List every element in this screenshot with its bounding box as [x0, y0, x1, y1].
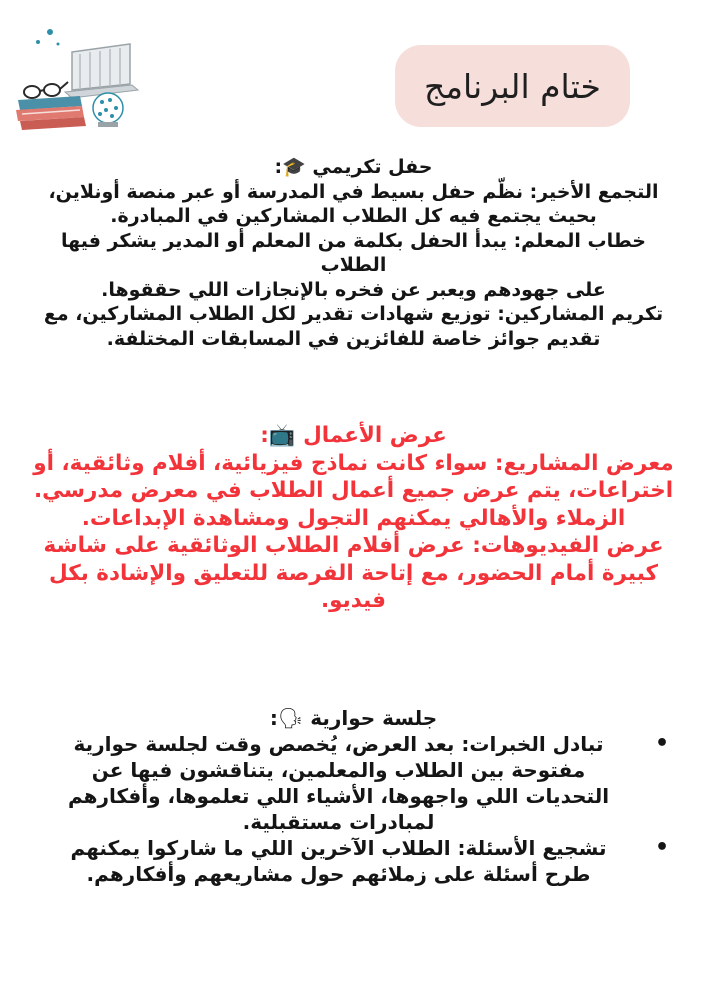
- speaking-head-icon: 🗣: [277, 706, 304, 730]
- globe-icon: [93, 93, 123, 127]
- dialogue-heading-text: جلسة حوارية: [310, 706, 438, 730]
- books-icon: [16, 96, 86, 130]
- ceremony-line: خطاب المعلم: يبدأ الحفل بكلمة من المعلم أو المدير يشكر فيها الطلاب: [61, 229, 646, 276]
- dot: [57, 43, 60, 46]
- dialogue-line: تشجيع الأسئلة: الطلاب الآخرين اللي ما شاركوا يمكنهم: [70, 836, 607, 860]
- graduation-cap-icon: 🎓: [282, 156, 306, 178]
- dialogue-heading: [30, 705, 677, 731]
- dialogue-line: لمبادرات مستقبلية.: [242, 810, 435, 834]
- bullet-icon: •: [654, 835, 669, 860]
- ceremony-line: تقديم جوائز خاصة للفائزين في المسابقات المختلفة.: [106, 327, 601, 350]
- exhibition-heading-colon: :: [260, 423, 269, 448]
- exhibition-line: كبيرة أمام الحضور، مع إتاحة الفرصة للتعليق والإشادة بكل: [49, 560, 658, 586]
- dot: [36, 40, 40, 44]
- laptop-icon: [65, 44, 138, 98]
- glasses-icon: [24, 82, 68, 98]
- exhibition-heading-text: عرض الأعمال: [303, 423, 447, 448]
- title-box: [395, 45, 630, 127]
- exhibition-line: عرض الفيديوهات: عرض أفلام الطلاب الوثائقية على شاشة: [43, 533, 664, 558]
- list-item: [30, 835, 677, 887]
- exhibition-section: [30, 422, 677, 615]
- dialogue-line: التحديات اللي واجهوها، الأشياء اللي تعلموها، وأفكارهم: [67, 784, 610, 808]
- list-item: [30, 731, 677, 835]
- ceremony-section: [30, 155, 677, 351]
- page-title: ختام البرنامج: [424, 66, 601, 106]
- dialogue-heading-colon: :: [269, 706, 278, 730]
- dialogue-line: طرح أسئلة على زملائهم حول مشاريعهم وأفكارهم.: [86, 862, 591, 886]
- dialogue-section: [30, 705, 677, 887]
- exhibition-line: الزملاء والأهالي يمكنهم التجول ومشاهدة الإبداعات.: [81, 505, 626, 531]
- ceremony-line: تكريم المشاركين: توزيع شهادات تقدير لكل الطلاب المشاركين، مع: [43, 303, 664, 325]
- television-icon: 📺: [268, 423, 296, 448]
- exhibition-line: معرض المشاريع: سواء كانت نماذج فيزيائية، أفلام وثائقية، أو: [33, 450, 674, 476]
- ceremony-line: بحيث يجتمع فيه كل الطلاب المشاركين في المبادرة.: [110, 205, 597, 227]
- ceremony-heading-colon: :: [274, 156, 283, 178]
- ceremony-line: على جهودهم ويعبر عن فخره بالإنجازات اللي حققوها.: [101, 278, 606, 301]
- exhibition-heading: [30, 422, 677, 450]
- dialogue-line: تبادل الخبرات: بعد العرض، يُخصص وقت لجلسة حوارية: [73, 732, 604, 756]
- ceremony-heading: [30, 155, 677, 180]
- dialogue-list: [30, 731, 677, 887]
- bullet-icon: •: [654, 731, 669, 756]
- ceremony-heading-text: حفل تكريمي: [312, 156, 433, 178]
- exhibition-line: فيديو.: [321, 588, 386, 613]
- dot: [47, 29, 53, 35]
- dialogue-line: مفتوحة بين الطلاب والمعلمين، يتناقشون فيها عن: [91, 758, 586, 782]
- ceremony-line: التجمع الأخير: نظّم حفل بسيط في المدرسة أو عبر منصة أونلاين،: [48, 180, 659, 203]
- exhibition-line: اختراعات، يتم عرض جميع أعمال الطلاب في معرض مدرسي.: [33, 478, 674, 503]
- books-laptop-illustration: [10, 22, 140, 132]
